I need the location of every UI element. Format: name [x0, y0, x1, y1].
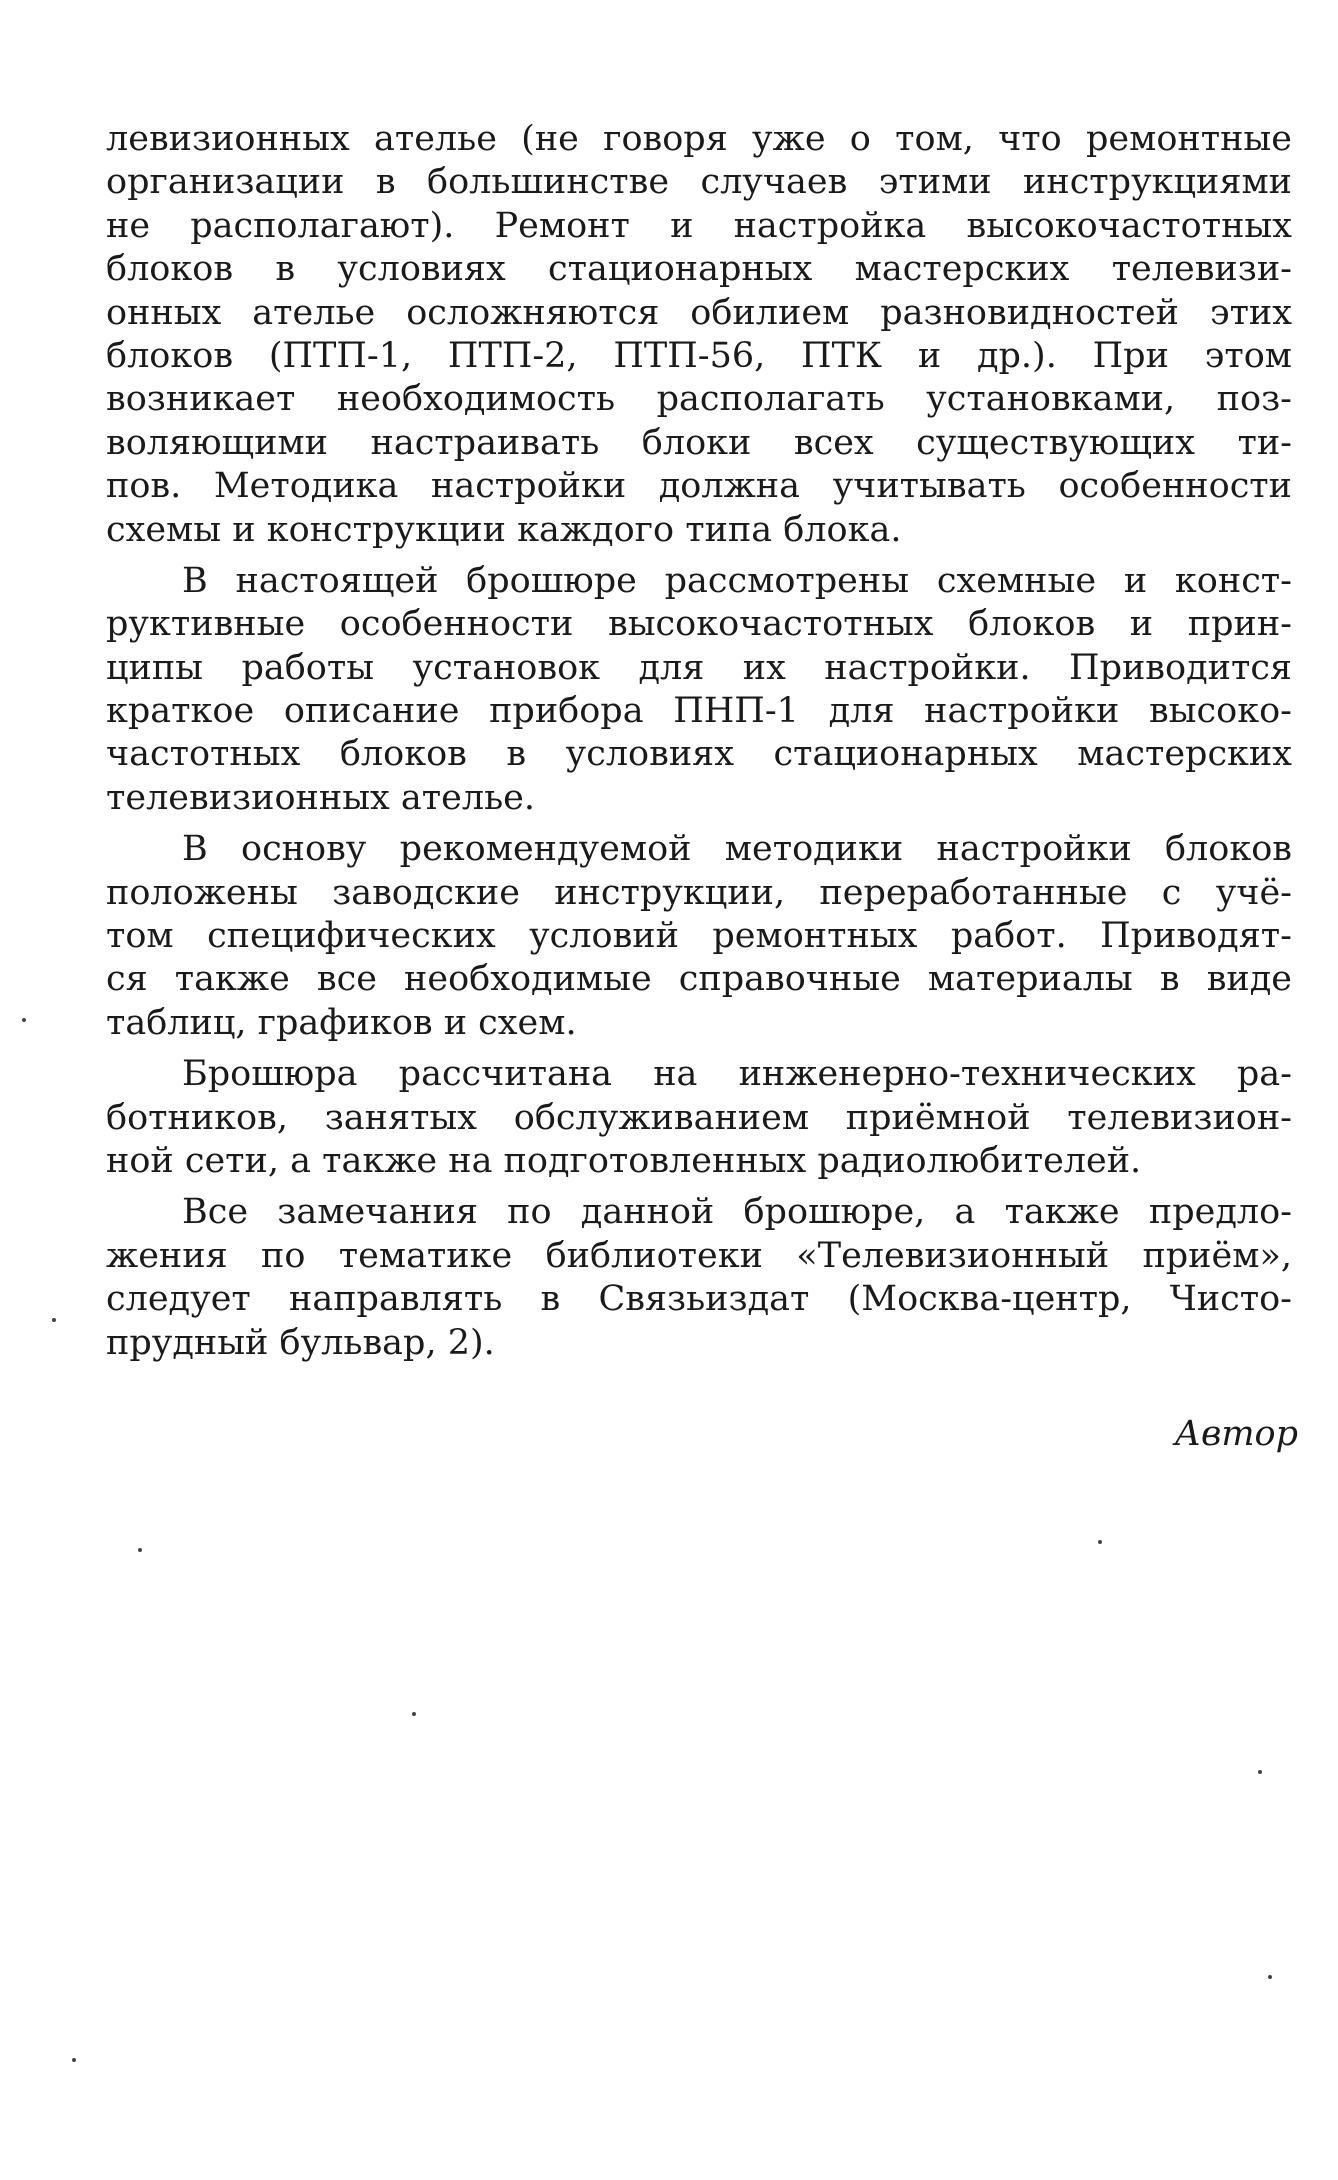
print-speck: [22, 1018, 26, 1022]
print-speck: [72, 2058, 76, 2062]
text-line: телевизионных ателье.: [106, 777, 535, 818]
text-line: левизионных ателье (не говоря уже о том, что ремонтные: [106, 119, 1292, 159]
paragraph-gap: [106, 552, 1292, 560]
text-line: том специфических условий ремонтных работ. Приводят-: [106, 916, 1292, 957]
print-speck: [412, 1712, 416, 1716]
text-line: краткое описание прибора ПНП-1 для настройки высоко-: [106, 691, 1292, 732]
paragraph-gap: [106, 1183, 1292, 1191]
text-line: руктивные особенности высокочастотных блоков и прин-: [106, 604, 1292, 645]
text-line: В настоящей брошюре рассмотрены схемные и конст-: [182, 560, 1292, 601]
paragraph-gap: [106, 820, 1292, 828]
print-speck: [1258, 1770, 1262, 1774]
print-speck: [1268, 1975, 1272, 1979]
paragraph: [106, 828, 1292, 1045]
paragraph: [106, 118, 1292, 552]
paragraph: [106, 1191, 1292, 1365]
body-text: [106, 118, 1292, 1365]
text-line: частотных блоков в условиях стационарных мастерских: [106, 734, 1292, 775]
text-line: организации в большинстве случаев этими инструкциями: [106, 162, 1292, 203]
text-line: ной сети, а также на подготовленных радиолюбителей.: [106, 1140, 1142, 1181]
print-speck: [1098, 1540, 1102, 1544]
text-line: ботников, занятых обслуживанием приёмной телевизион-: [106, 1097, 1292, 1138]
text-line: воляющими настраивать блоки всех существующих ти-: [106, 422, 1292, 463]
text-line: блоков в условиях стационарных мастерских телевизи-: [106, 249, 1292, 290]
print-speck: [52, 1318, 56, 1322]
paragraph: [106, 560, 1292, 820]
text-line: прудный бульвар, 2).: [106, 1322, 495, 1363]
text-line: блоков (ПТП-1, ПТП-2, ПТП-56, ПТК и др.). При этом: [106, 335, 1292, 376]
text-line: схемы и конструкции каждого типа блока.: [106, 509, 902, 550]
paragraph-gap: [106, 1045, 1292, 1053]
text-line: таблиц, графиков и схем.: [106, 1002, 577, 1043]
text-line: пов. Методика настройки должна учитывать особенности: [106, 466, 1292, 507]
text-line: не располагают). Ремонт и настройка высокочастотных: [106, 205, 1292, 246]
text-line: В основу рекомендуемой методики настройки блоков: [182, 829, 1292, 870]
text-line: возникает необходимость располагать установками, поз-: [106, 379, 1292, 420]
text-line: ципы работы установок для их настройки. Приводится: [106, 647, 1292, 688]
text-line: ся также все необходимые справочные материалы в виде: [106, 959, 1292, 1000]
text-line: онных ателье осложняются обилием разновидностей этих: [106, 292, 1292, 333]
paragraph: [106, 1053, 1292, 1183]
text-line: жения по тематике библиотеки «Телевизионный приём»,: [106, 1235, 1292, 1276]
print-speck: [138, 1548, 142, 1552]
author-signature: Автор: [1174, 1414, 1298, 1454]
text-line: Все замечания по данной брошюре, а также предло-: [182, 1192, 1292, 1233]
text-line: Брошюра рассчитана на инженерно-технических ра-: [182, 1054, 1292, 1095]
text-line: положены заводские инструкции, переработанные с учё-: [106, 872, 1292, 913]
text-line: следует направлять в Связьиздат (Москва-центр, Чисто-: [106, 1279, 1292, 1320]
